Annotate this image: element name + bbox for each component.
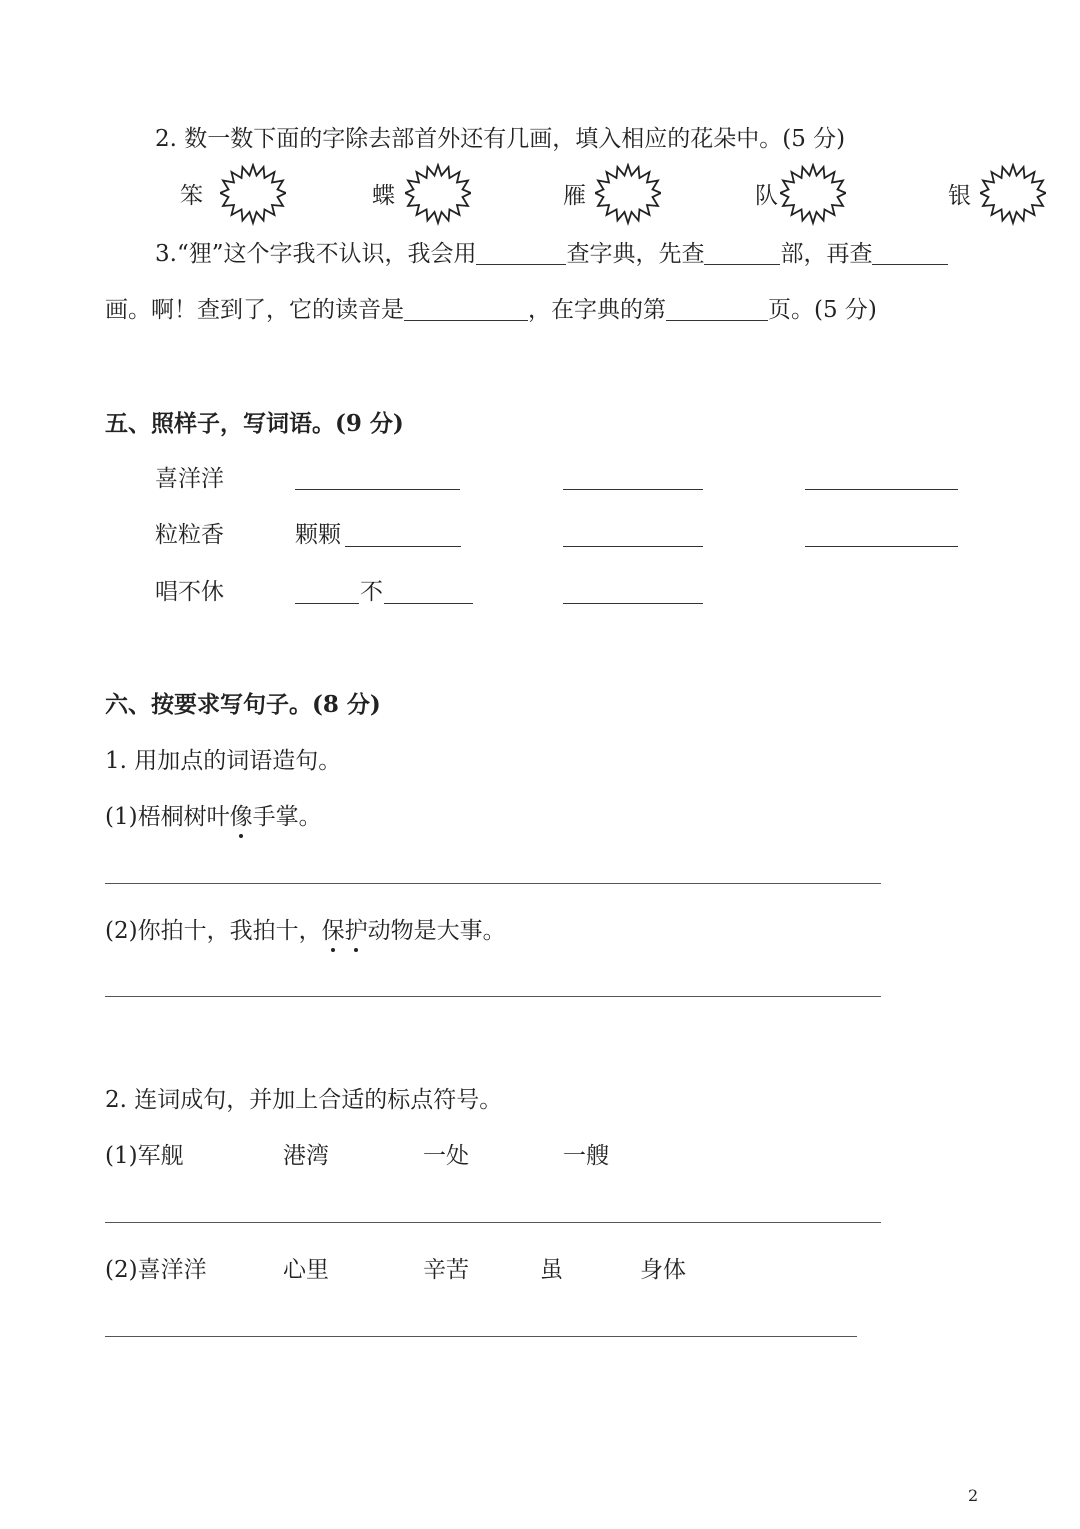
q3-text-d: 画。啊！查到了，它的读音是 bbox=[105, 297, 404, 323]
page-number: 2 bbox=[968, 1486, 979, 1505]
section5-title: 五、照样子，写词语。(9 分) bbox=[105, 410, 404, 437]
sentence-1-before: (1)梧桐树叶 bbox=[105, 804, 230, 830]
blank-page[interactable] bbox=[666, 298, 768, 321]
q6-2-title: 2. 连词成句，并加上合适的标点符号。 bbox=[105, 1087, 503, 1113]
word-1-1: (1)军舰 bbox=[105, 1143, 184, 1169]
blank-radical[interactable] bbox=[704, 242, 780, 265]
char-ben: 笨 bbox=[180, 183, 203, 209]
example-xiyangyang: 喜洋洋 bbox=[155, 466, 224, 492]
sentence-2-after: 动物是大事。 bbox=[367, 918, 506, 944]
answer-line-sentence-1[interactable] bbox=[105, 883, 881, 884]
blank-strokes[interactable] bbox=[872, 242, 948, 265]
sentence-2 bbox=[105, 920, 506, 943]
blank-method[interactable] bbox=[476, 242, 566, 265]
char-yin: 银 bbox=[948, 183, 971, 209]
char-die: 蝶 bbox=[372, 183, 395, 209]
flower-answer-ben[interactable] bbox=[220, 163, 286, 229]
flower-answer-yin[interactable] bbox=[980, 163, 1046, 229]
q6-1-title: 1. 用加点的词语造句。 bbox=[105, 748, 342, 774]
word-1-3: 一处 bbox=[423, 1143, 469, 1169]
answer-line-r2-c1[interactable] bbox=[345, 546, 461, 547]
answer-line-r3-c2[interactable] bbox=[563, 603, 703, 604]
char-dui: 队 bbox=[755, 183, 778, 209]
prefix-keke: 颗颗 bbox=[295, 522, 341, 548]
answer-line-arrange-1[interactable] bbox=[105, 1222, 881, 1223]
word-2-1: (2)喜洋洋 bbox=[105, 1257, 207, 1283]
dotted-char-bao: 保 bbox=[321, 918, 345, 944]
answer-line-r1-c2[interactable] bbox=[563, 489, 703, 490]
word-2-2: 心里 bbox=[283, 1257, 329, 1283]
dotted-word-xiang: 像 bbox=[229, 804, 253, 830]
answer-line-r3-c1a[interactable] bbox=[295, 603, 359, 604]
q3-text-b: 查字典，先查 bbox=[566, 241, 705, 267]
word-2-4: 虽 bbox=[540, 1257, 563, 1283]
word-1-4: 一艘 bbox=[563, 1143, 609, 1169]
sentence-1 bbox=[105, 806, 322, 829]
answer-line-r1-c3[interactable] bbox=[805, 489, 958, 490]
middle-bu: 不 bbox=[360, 579, 383, 605]
example-lilixiang: 粒粒香 bbox=[155, 522, 224, 548]
word-2-3: 辛苦 bbox=[423, 1257, 469, 1283]
answer-line-sentence-2[interactable] bbox=[105, 996, 881, 997]
q3-text-c: 部，再查 bbox=[780, 241, 873, 267]
answer-line-r3-c1b[interactable] bbox=[384, 603, 473, 604]
word-1-2: 港湾 bbox=[283, 1143, 329, 1169]
q3-text-e: ，在字典的第 bbox=[528, 297, 666, 323]
flower-answer-yan[interactable] bbox=[595, 163, 661, 229]
word-2-5: 身体 bbox=[640, 1257, 686, 1283]
blank-pronunciation[interactable] bbox=[404, 298, 528, 321]
dotted-char-hu: 护 bbox=[344, 918, 368, 944]
sentence-1-after: 手掌。 bbox=[252, 804, 322, 830]
section6-title: 六、按要求写句子。(8 分) bbox=[105, 691, 381, 718]
answer-line-r2-c3[interactable] bbox=[805, 546, 958, 547]
flower-answer-die[interactable] bbox=[405, 163, 471, 229]
q3-line1 bbox=[155, 242, 948, 266]
sentence-2-before: (2)你拍十，我拍十， bbox=[105, 918, 322, 944]
q3-text-a: 3.“狸”这个字我不认识，我会用 bbox=[155, 241, 477, 267]
q3-line2 bbox=[105, 298, 877, 322]
char-yan: 雁 bbox=[563, 183, 586, 209]
answer-line-r2-c2[interactable] bbox=[563, 546, 703, 547]
flower-answer-dui[interactable] bbox=[780, 163, 846, 229]
q2-instruction: 2. 数一数下面的字除去部首外还有几画，填入相应的花朵中。(5 分) bbox=[155, 126, 846, 152]
answer-line-arrange-2[interactable] bbox=[105, 1336, 857, 1337]
answer-line-r1-c1[interactable] bbox=[295, 489, 460, 490]
example-changbuxiu: 唱不休 bbox=[155, 579, 224, 605]
q3-text-f: 页。(5 分) bbox=[768, 297, 877, 323]
